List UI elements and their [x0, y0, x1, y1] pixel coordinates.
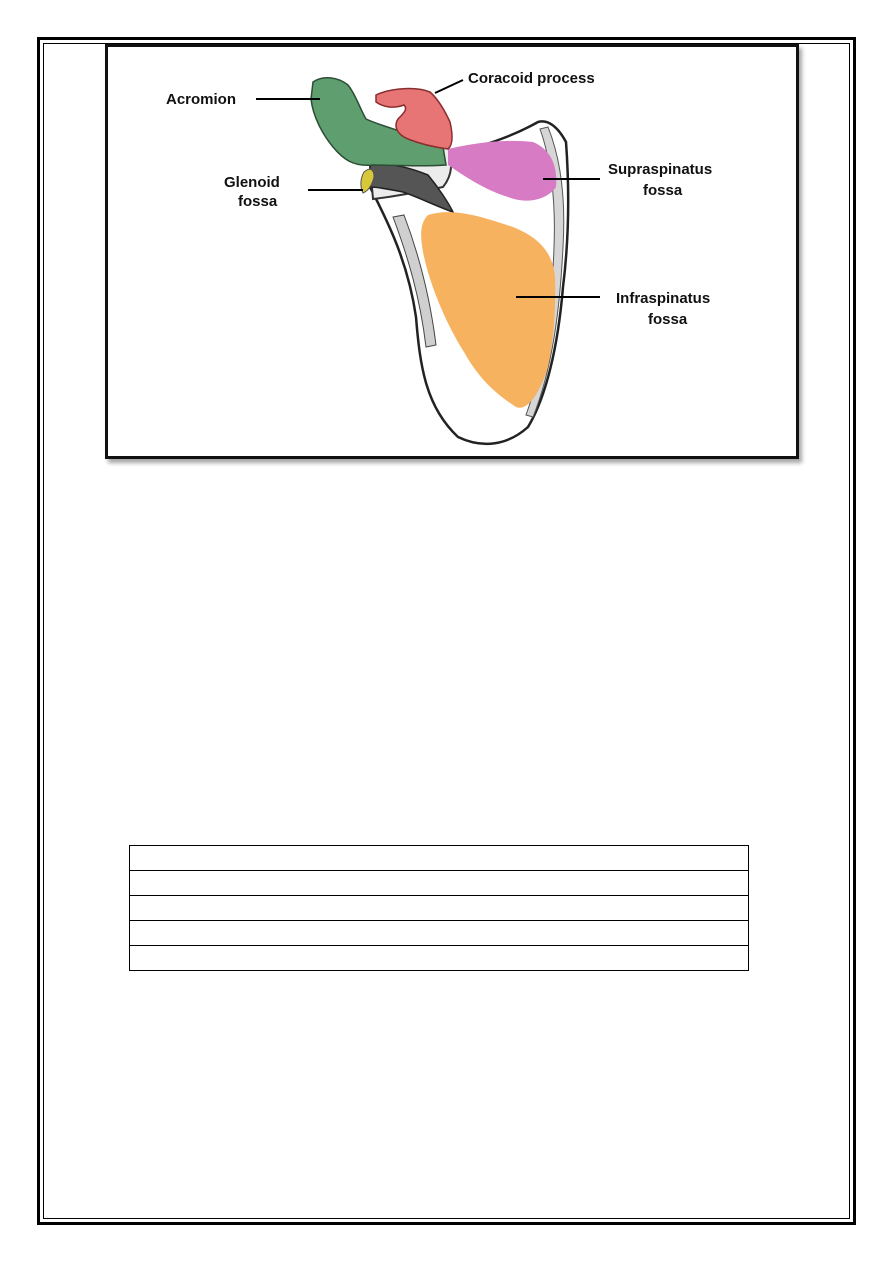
acromion-label: Acromion [166, 91, 237, 108]
supraspinatus-label-line1: Supraspinatus [608, 161, 713, 178]
table-cell [130, 871, 749, 896]
table-row [130, 946, 749, 971]
infraspinatus-label-line2: fossa [648, 311, 688, 328]
table-row [130, 921, 749, 946]
glenoid-label-line2: fossa [238, 193, 278, 210]
scapula-diagram [108, 47, 796, 456]
table-cell [130, 946, 749, 971]
table-row [130, 871, 749, 896]
table-cell [130, 846, 749, 871]
supraspinatus-label-line2: fossa [643, 182, 683, 199]
coracoid-label: Coracoid process [468, 70, 595, 87]
table-row [130, 896, 749, 921]
infraspinatus-label-line1: Infraspinatus [616, 290, 711, 307]
table-cell [130, 896, 749, 921]
scapula-figure [105, 44, 799, 459]
table-cell [130, 921, 749, 946]
coracoid-leader [435, 80, 463, 93]
table-row [130, 846, 749, 871]
glenoid-label-line1: Glenoid [224, 174, 280, 191]
empty-table [129, 845, 749, 971]
